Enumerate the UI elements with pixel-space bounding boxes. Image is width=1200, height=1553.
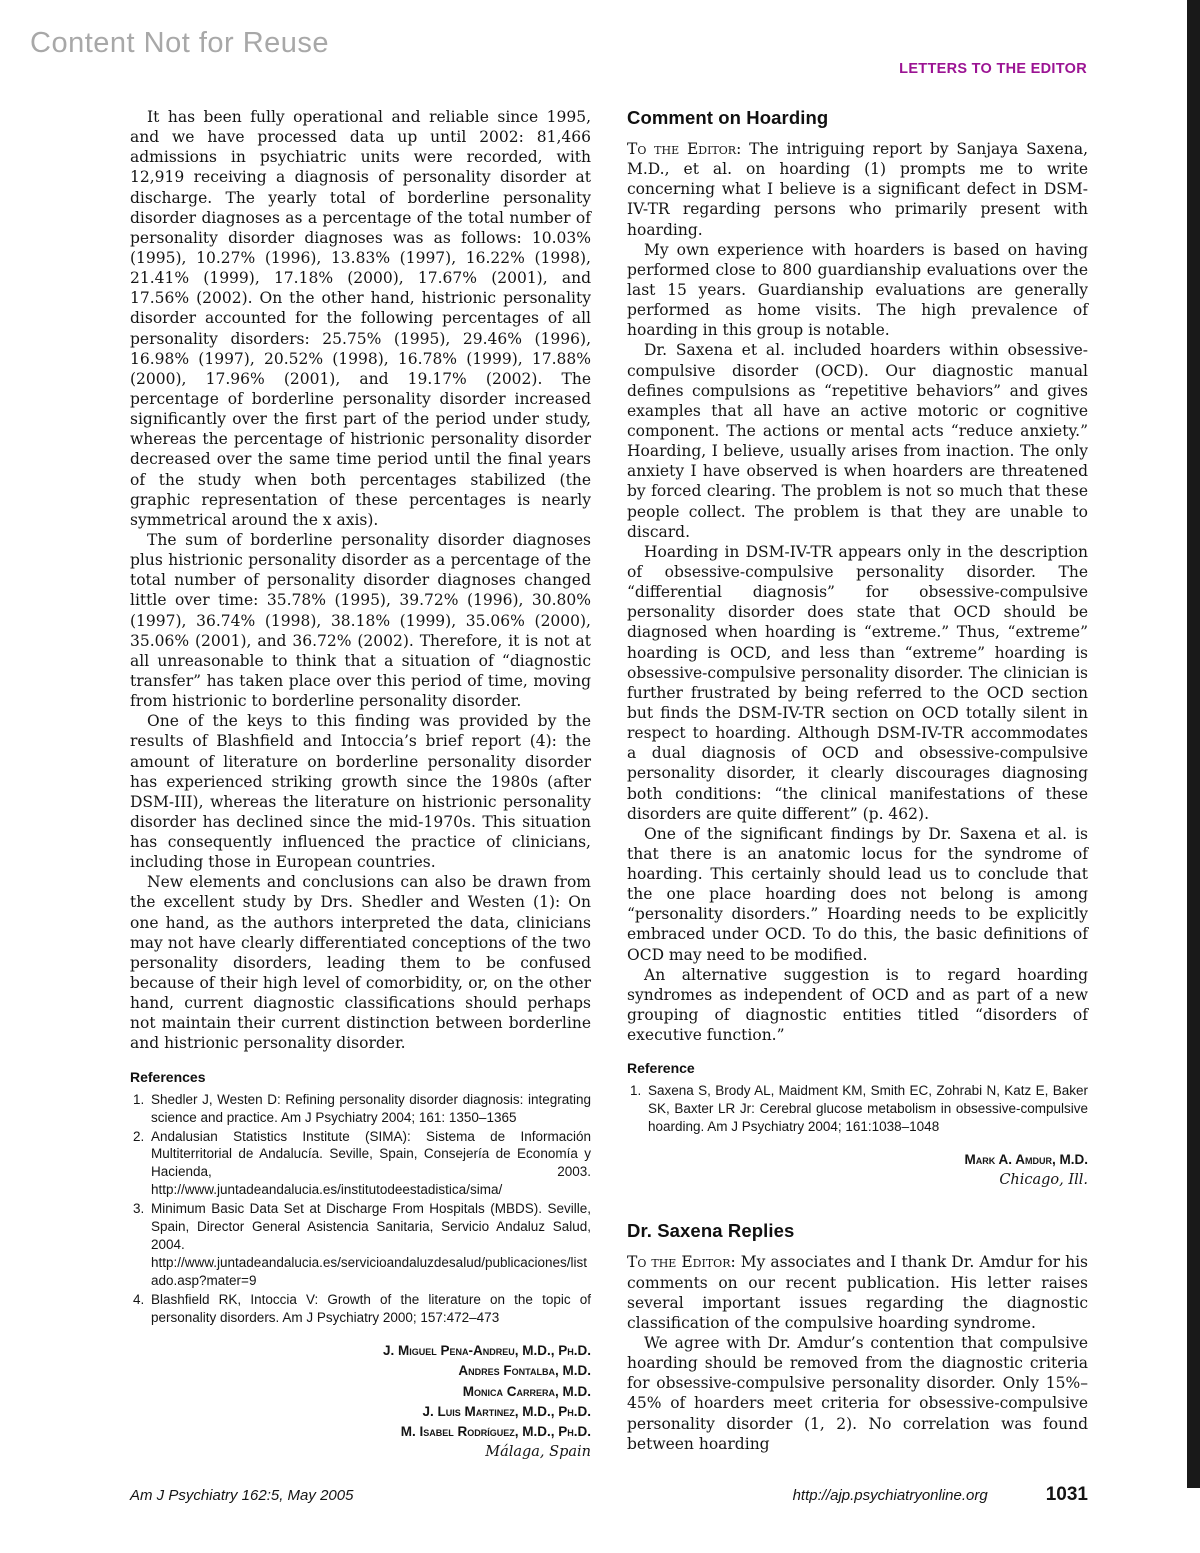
- paragraph: [627, 139, 1088, 240]
- section-header: LETTERS TO THE EDITOR: [899, 61, 1087, 77]
- signature-name: J. Luis Martinez, M.D., Ph.D.: [422, 1403, 591, 1419]
- signature-name: M. Isabel Rodríguez, M.D., Ph.D.: [400, 1424, 591, 1439]
- signature-name: J. Miguel Pena-Andreu, M.D., Ph.D.: [382, 1343, 591, 1358]
- paragraph: An alternative suggestion is to regard hoarding syndromes as independent of OCD and as part of a new grouping of diagnostic entities titled “disorders of executive function.”: [627, 965, 1088, 1045]
- footer-url: http://ajp.psychiatryonline.org: [792, 1487, 988, 1504]
- references-list: [130, 1091, 591, 1327]
- footer-journal-citation: Am J Psychiatry 162:5, May 2005: [130, 1487, 354, 1504]
- signature-name: Andres Fontalba, M.D.: [458, 1363, 591, 1379]
- paragraph: One of the keys to this finding was provided by the results of Blashfield and Intoccia’s brief report (4): the amount of literature on borderline personality disorder has experienced striking growth since the 1980s (after DSM-III), whereas the literature on histrionic personality disorder has declined since the mid-1970s. This situation has consequently influenced the practice of clinicians, including those in European countries.: [130, 712, 591, 872]
- footer-page-number: 1031: [1045, 1484, 1088, 1505]
- signature-location: Málaga, Spain: [485, 1444, 591, 1461]
- reference-heading: Reference: [627, 1060, 695, 1077]
- reference-item: Saxena S, Brody AL, Maidment KM, Smith EC, Zohrabi N, Katz E, Baker SK, Baxter LR Jr: Cerebral glucose metabolism in obsessive-compulsive hoarding. Am J Psychiatry 2004; 161:1038–1048: [648, 1083, 1088, 1135]
- letter-title: Dr. Saxena Replies: [627, 1220, 795, 1242]
- paragraph: We agree with Dr. Amdur’s contention that compulsive hoarding should be removed from the diagnostic criteria for obsessive-compulsive personality disorder. Only 15%–45% of hoarders meet criteria for obsessive-compulsive personality disorder (1, 2). No correlation was found between hoarding: [627, 1334, 1088, 1453]
- salutation: To the Editor:: [627, 1253, 741, 1272]
- reference-item: Blashfield RK, Intoccia V: Growth of the literature on the topic of personality disorders. Am J Psychiatry 2000; 157:472–473: [151, 1292, 591, 1326]
- watermark-text: Content Not for Reuse: [30, 27, 330, 59]
- paragraph: Hoarding in DSM-IV-TR appears only in the description of obsessive-compulsive personality disorder. The “differential diagnosis” for obsessive-compulsive personality disorder does state that OCD should be diagnosed when hoarding is “extreme.” Thus, “extreme” hoarding is OCD, and less than “extreme” hoarding is obsessive-compulsive personality disorder. The clinician is further frustrated by being referred to the OCD section but finds the DSM-IV-TR section on OCD totally silent in respect to hoarding. Although DSM-IV-TR accommodates a dual diagnosis of OCD and obsessive-compulsive personality disorder, it clearly discourages diagnosing both conditions: “the clinical manifestations of these disorders are quite different” (p. 462).: [627, 542, 1088, 823]
- reference-item: Shedler J, Westen D: Refining personality disorder diagnosis: integrating science and practice. Am J Psychiatry 2004; 161: 1350–1365: [151, 1091, 591, 1125]
- signature-name: Monica Carrera, M.D.: [462, 1383, 591, 1399]
- paragraph: [627, 1252, 1088, 1333]
- two-column-layout: [130, 107, 1088, 1466]
- references-list: [627, 1082, 1088, 1136]
- references-heading: References: [130, 1068, 206, 1085]
- paragraph: It has been fully operational and reliable since 1995, and we have processed data up until 2002: 81,466 admissions in psychiatric units were recorded, with 12,919 receiving a diagnosis of personality disorder at discharge. The yearly total of borderline personality disorder diagnoses as a percentage of the total number of personality disorder diagnoses was as follows: 10.03% (1995), 10.27% (1996), 13.83% (1997), 16.22% (1998), 21.41% (1999), 17.18% (2000), 17.67% (2001), and 17.56% (2002). On the other hand, histrionic personality disorder accounted for the following percentages of all personality disorders: 25.75% (1995), 29.46% (1996), 16.98% (1997), 20.52% (1998), 16.78% (1999), 17.88% (2000), 17.96% (2001), and 19.17% (2002). The percentage of borderline personality disorder increased significantly over the first part of the period under study, whereas the percentage of histrionic personality disorder decreased over the same time period until the final years of the study when both percentages stabilized (the graphic representation of these percentages is nearly symmetrical around the x axis).: [130, 108, 591, 529]
- footer-right-group: [793, 1484, 1088, 1506]
- signature-block: [627, 1150, 1088, 1170]
- paragraph: Dr. Saxena et al. included hoarders within obsessive-compulsive disorder (OCD). Our diagnostic manual defines compulsions as “repetitive behaviors” and gives examples that all have an active motoric or cognitive component. The actions or mental acts “reduce anxiety.” Hoarding, I believe, usually arises from inaction. The only anxiety I have observed is when hoarders are threatened by forced clearing. The problem is not so much that these people collect. The problem is that they are unable to discard.: [627, 341, 1088, 541]
- paragraph: My own experience with hoarders is based on having performed close to 800 guardianship evaluations over the last 15 years. Guardianship evaluations are generally performed as home visits. The high prevalence of hoarding in this group is notable.: [627, 240, 1088, 340]
- paragraph: The sum of borderline personality disorder diagnoses plus histrionic personality disorder as a percentage of the total number of personality disorder diagnoses changed little over time: 35.78% (1995), 39.72% (1996), 30.80% (1997), 36.74% (1998), 38.18% (1999), 35.06% (2000), 35.06% (2001), and 36.72% (2002). Therefore, it is not at all unreasonable to think that a situation of “diagnostic transfer” has taken place over this period of time, moving from histrionic to borderline personality disorder.: [130, 530, 591, 711]
- paragraph: New elements and conclusions can also be drawn from the excellent study by Drs. Shedler and Westen (1): On one hand, as the authors interpreted the data, clinicians may not have clearly differentiated conceptions of the two personality disorders, leading them to be confused because of their high level of comorbidity, or, on the other hand, current diagnostic classifications should perhaps not maintain their current distinction between borderline and histrionic personality disorder.: [130, 873, 591, 1053]
- left-column: [130, 107, 591, 1466]
- signature-name: Mark A. Amdur, M.D.: [964, 1152, 1088, 1168]
- paragraph-text: My associates and I thank Dr. Amdur for his comments on our recent publication. His letter raises several important issues regarding the diagnostic classification of the compulsive hoarding syndrome.: [627, 1253, 1089, 1332]
- signature-block: [130, 1341, 591, 1442]
- letter-title: Comment on Hoarding: [627, 107, 829, 128]
- paragraph: One of the significant findings by Dr. Saxena et al. is that there is an anatomic locus for the syndrome of hoarding. This certainly should lead us to conclude that the one place hoarding does not belong is among “personality disorders.” Hoarding needs to be explicitly embraced under OCD. To do this, the basic definitions of OCD may need to be modified.: [627, 824, 1088, 964]
- salutation: To the Editor:: [627, 140, 750, 158]
- reference-item: Andalusian Statistics Institute (SIMA): Sistema de Información Multiterritorial de Andalucía. Seville, Spain, Consejería de Economía y Hacienda, 2003. http://www.juntadeandalucia.es/institutodeestadistica/sima/: [151, 1128, 591, 1198]
- signature-location: Chicago, Ill.: [999, 1172, 1088, 1189]
- paragraph-text: The intriguing report by Sanjaya Saxena, M.D., et al. on hoarding (1) prompts me to write concerning what I believe is a significant defect in DSM-IV-TR regarding persons who primarily present with hoarding.: [627, 140, 1088, 239]
- right-column: [627, 107, 1088, 1466]
- reference-item: Minimum Basic Data Set at Discharge From Hospitals (MBDS). Seville, Spain, Director General Asistencia Sanitaria, Servicio Andaluz Salud, 2004. http://www.juntadeandalucia.es/servicioandaluzdesalud/publicaciones/listado.asp?mater=9: [151, 1201, 591, 1289]
- page-edge-bar: [1187, 0, 1200, 1488]
- page-footer: [130, 1484, 1088, 1506]
